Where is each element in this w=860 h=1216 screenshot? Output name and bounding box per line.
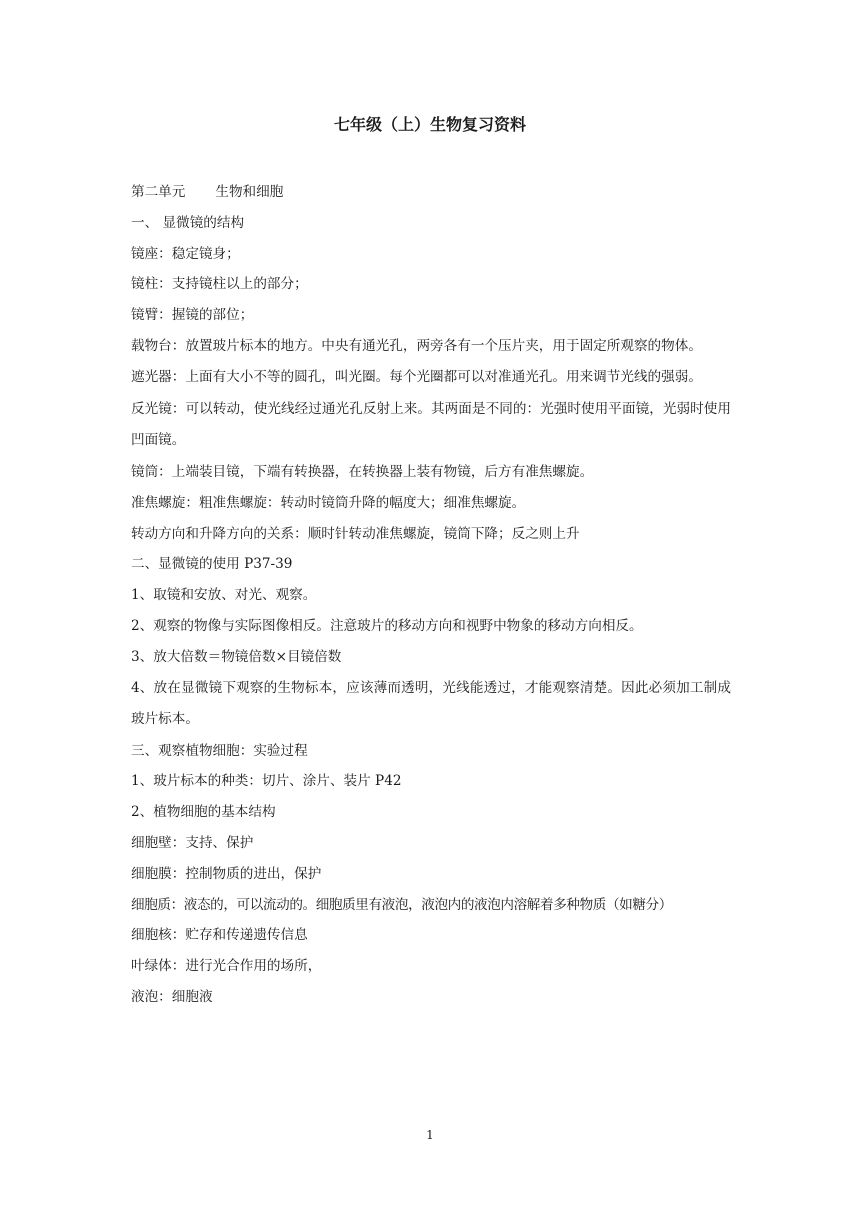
text-line: 细胞壁：支持、保护	[131, 834, 254, 851]
unit-number: 第二单元	[131, 184, 186, 200]
text-line: 镜臂：握镜的部位；	[131, 307, 254, 324]
list-item: 4、放在显微镜下观察的生物标本，应该薄而透明，光线能透过，才能观察清楚。因此必须加工制成玻片标本。	[131, 679, 731, 728]
text-line: 镜柱：支持镜柱以上的部分；	[131, 276, 308, 293]
list-item: 2、观察的物像与实际图像相反。注意玻片的移动方向和视野中物象的移动方向相反。	[131, 617, 643, 634]
text-paragraph: 反光镜：可以转动，使光线经过通光孔反射上来。其两面是不同的：光强时使用平面镜，光弱时使用凹面镜。	[131, 400, 731, 449]
text-line: 镜座：稳定镜身；	[131, 245, 240, 262]
document-body	[131, 177, 731, 1013]
list-item: 1、玻片标本的种类：切片、涂片、装片 P42	[131, 773, 402, 790]
section-heading-microscope-structure: 一、 显微镜的结构	[131, 214, 245, 231]
text-line: 细胞膜：控制物质的进出，保护	[131, 865, 322, 882]
text-line: 细胞核：贮存和传递遗传信息	[131, 927, 308, 944]
section-heading-microscope-use: 二、显微镜的使用 P37-39	[131, 556, 293, 573]
unit-heading	[131, 177, 731, 208]
section-heading-plant-cell: 三、观察植物细胞：实验过程	[131, 742, 308, 759]
text-line: 叶绿体：进行光合作用的场所，	[131, 958, 322, 975]
text-line: 镜筒：上端装目镜，下端有转换器，在转换器上装有物镜，后方有准焦螺旋。	[131, 463, 594, 480]
text-paragraph: 遮光器：上面有大小不等的圆孔，叫光圈。每个光圈都可以对准通光孔。用来调节光线的强弱。	[131, 369, 702, 386]
list-item: 2、植物细胞的基本结构	[131, 804, 276, 821]
text-line: 液泡：细胞液	[131, 988, 213, 1005]
text-line: 细胞质：液态的，可以流动的。细胞质里有液泡，液泡内的液泡内溶解着多种物质（如糖分）	[131, 896, 672, 913]
text-line: 转动方向和升降方向的关系：顺时针转动准焦螺旋，镜筒下降；反之则上升	[131, 525, 580, 542]
list-item: 1、取镜和安放、对光、观察。	[131, 587, 317, 604]
list-item: 3、放大倍数＝物镜倍数×目镜倍数	[131, 648, 342, 665]
text-paragraph: 载物台：放置玻片标本的地方。中央有通光孔，两旁各有一个压片夹，用于固定所观察的物体。	[131, 337, 702, 354]
text-line: 准焦螺旋：粗准焦螺旋：转动时镜筒升降的幅度大；细准焦螺旋。	[131, 494, 526, 511]
document-title: 七年级（上）生物复习资料	[333, 115, 526, 134]
page-number: 1	[426, 1128, 434, 1142]
unit-name: 生物和细胞	[215, 184, 284, 200]
